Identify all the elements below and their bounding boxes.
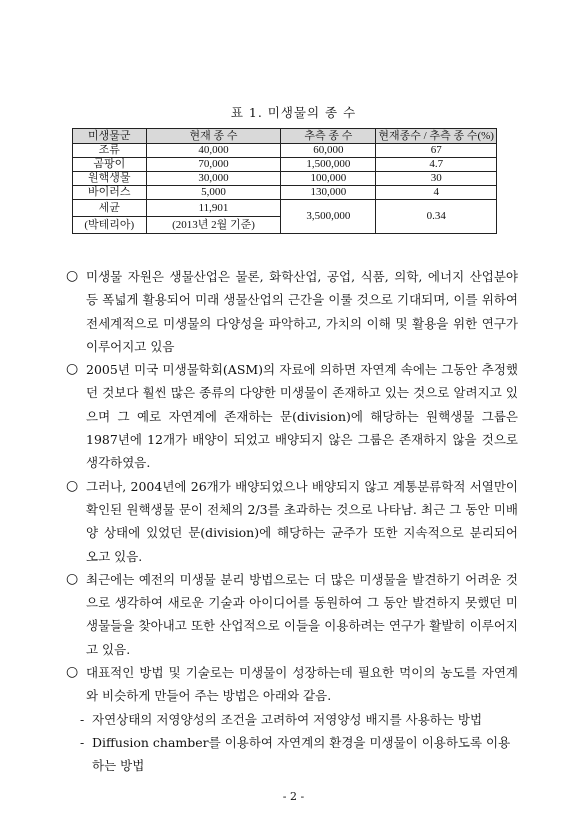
sub-item-text: 자연상태의 저영양성의 조건을 고려하여 저영양성 배지를 사용하는 방법 [92,711,483,727]
table-row [73,186,497,200]
cell-estimated: 60,000 [281,144,376,158]
cell-estimated: 130,000 [281,186,376,200]
body-text [66,265,518,778]
page-number: - 2 - [282,790,305,803]
table-row [73,144,497,158]
cell-group: 조류 [73,144,147,158]
cell-group: 바이러스 [73,186,147,200]
header-ratio: 현재종수 / 추측 종 수(%) [376,129,497,144]
cell-ratio: 67 [376,144,497,158]
dash-bullet-icon: - [80,711,85,727]
cell-estimated: 1,500,000 [281,158,376,172]
paragraph-text: 최근에는 예전의 미생물 분리 방법으로는 더 많은 미생물을 발견하기 어려운 것으로 생각하여 새로운 기술과 아이디어를 동원하여 그 동안 발견하지 못했던 미생물들을 찾아내고 또한 산업적으로 이들을 이용하려는 연구가 활발히 이루어지고 있음. [86,571,518,657]
circle-bullet-icon: ○ [66,268,79,284]
cell-ratio: 0.34 [376,200,497,234]
cell-current: 40,000 [146,144,281,158]
circle-bullet-icon: ○ [66,477,79,494]
cell-current: 70,000 [146,158,281,172]
circle-bullet-icon: ○ [66,361,79,378]
table-header-row [73,129,497,144]
cell-ratio: 4.7 [376,158,497,172]
cell-estimated: 3,500,000 [281,200,376,234]
table-row [73,158,497,172]
circle-bullet-icon: ○ [66,664,79,681]
table-row [73,172,497,186]
paragraph [66,265,518,358]
cell-group-line2: (박테리아) [73,217,147,234]
sub-item [66,708,518,731]
cell-current-line2: (2013년 2월 기준) [146,217,281,234]
header-group: 미생물군 [73,129,147,144]
paragraph [66,661,518,708]
dash-bullet-icon: - [80,734,85,750]
cell-group: 원핵생물 [73,172,147,186]
cell-current: 30,000 [146,172,281,186]
table-row-bacteria [73,200,497,217]
cell-current: 5,000 [146,186,281,200]
paragraph-text: 그러나, 2004년에 26개가 배양되었으나 배양되지 않고 계통분류학적 서열만이 확인된 원핵생물 문이 전체의 2/3를 초과하는 것으로 나타남. 최근 그 동안 미배양 상태에 있었던 문(division)에 해당하는 균주가 또한 지속적으로 분리되어 오고 있음. [86,478,518,564]
cell-group-line1: 세균 [73,200,147,217]
header-estimated: 추측 종 수 [281,129,376,144]
cell-current-line1: 11,901 [146,200,281,217]
paragraph-text: 대표적인 방법 및 기술로는 미생물이 성장하는데 필요한 먹이의 농도를 자연계와 비슷하게 만들어 주는 방법은 아래와 같음. [86,665,518,704]
paragraph-text: 2005년 미국 미생물학회(ASM)의 자료에 의하면 자연계 속에는 그동안 추정했던 것보다 훨씬 많은 종류의 다양한 미생물이 존재하고 있는 것으로 알려지고 있으며 그 예로 자연계에 존재하는 문(division)에 해당하는 원핵생물 그룹은 1987년에 12개가 배양이 되었고 배양되지 않은 그룹은 존재하지 않을 것으로 생각하였음. [86,362,518,471]
paragraph [66,475,518,568]
sub-item-text: Diffusion chamber를 이용하여 자연계의 환경을 미생물이 이용하도록 이용하는 방법 [92,734,511,774]
species-table [72,128,497,234]
paragraph [66,358,518,474]
header-current: 현재 종 수 [146,129,281,144]
cell-ratio: 4 [376,186,497,200]
paragraph [66,568,518,661]
cell-group: 곰팡이 [73,158,147,172]
paragraph-text: 미생물 자원은 생물산업은 물론, 화학산업, 공업, 식품, 의학, 에너지 산업분야 등 폭넓게 활용되어 미래 생물산업의 근간을 이룰 것으로 기대되며, 이를 위하여 전세계적으로 미생물의 다양성을 파악하고, 가치의 이해 및 활용을 위한 연구가 이루어지고 있음 [86,269,518,354]
cell-estimated: 100,000 [281,172,376,186]
sub-item [66,731,518,778]
cell-ratio: 30 [376,172,497,186]
circle-bullet-icon: ○ [66,570,79,587]
table-caption: 표 1. 미생물의 종 수 [230,105,357,120]
